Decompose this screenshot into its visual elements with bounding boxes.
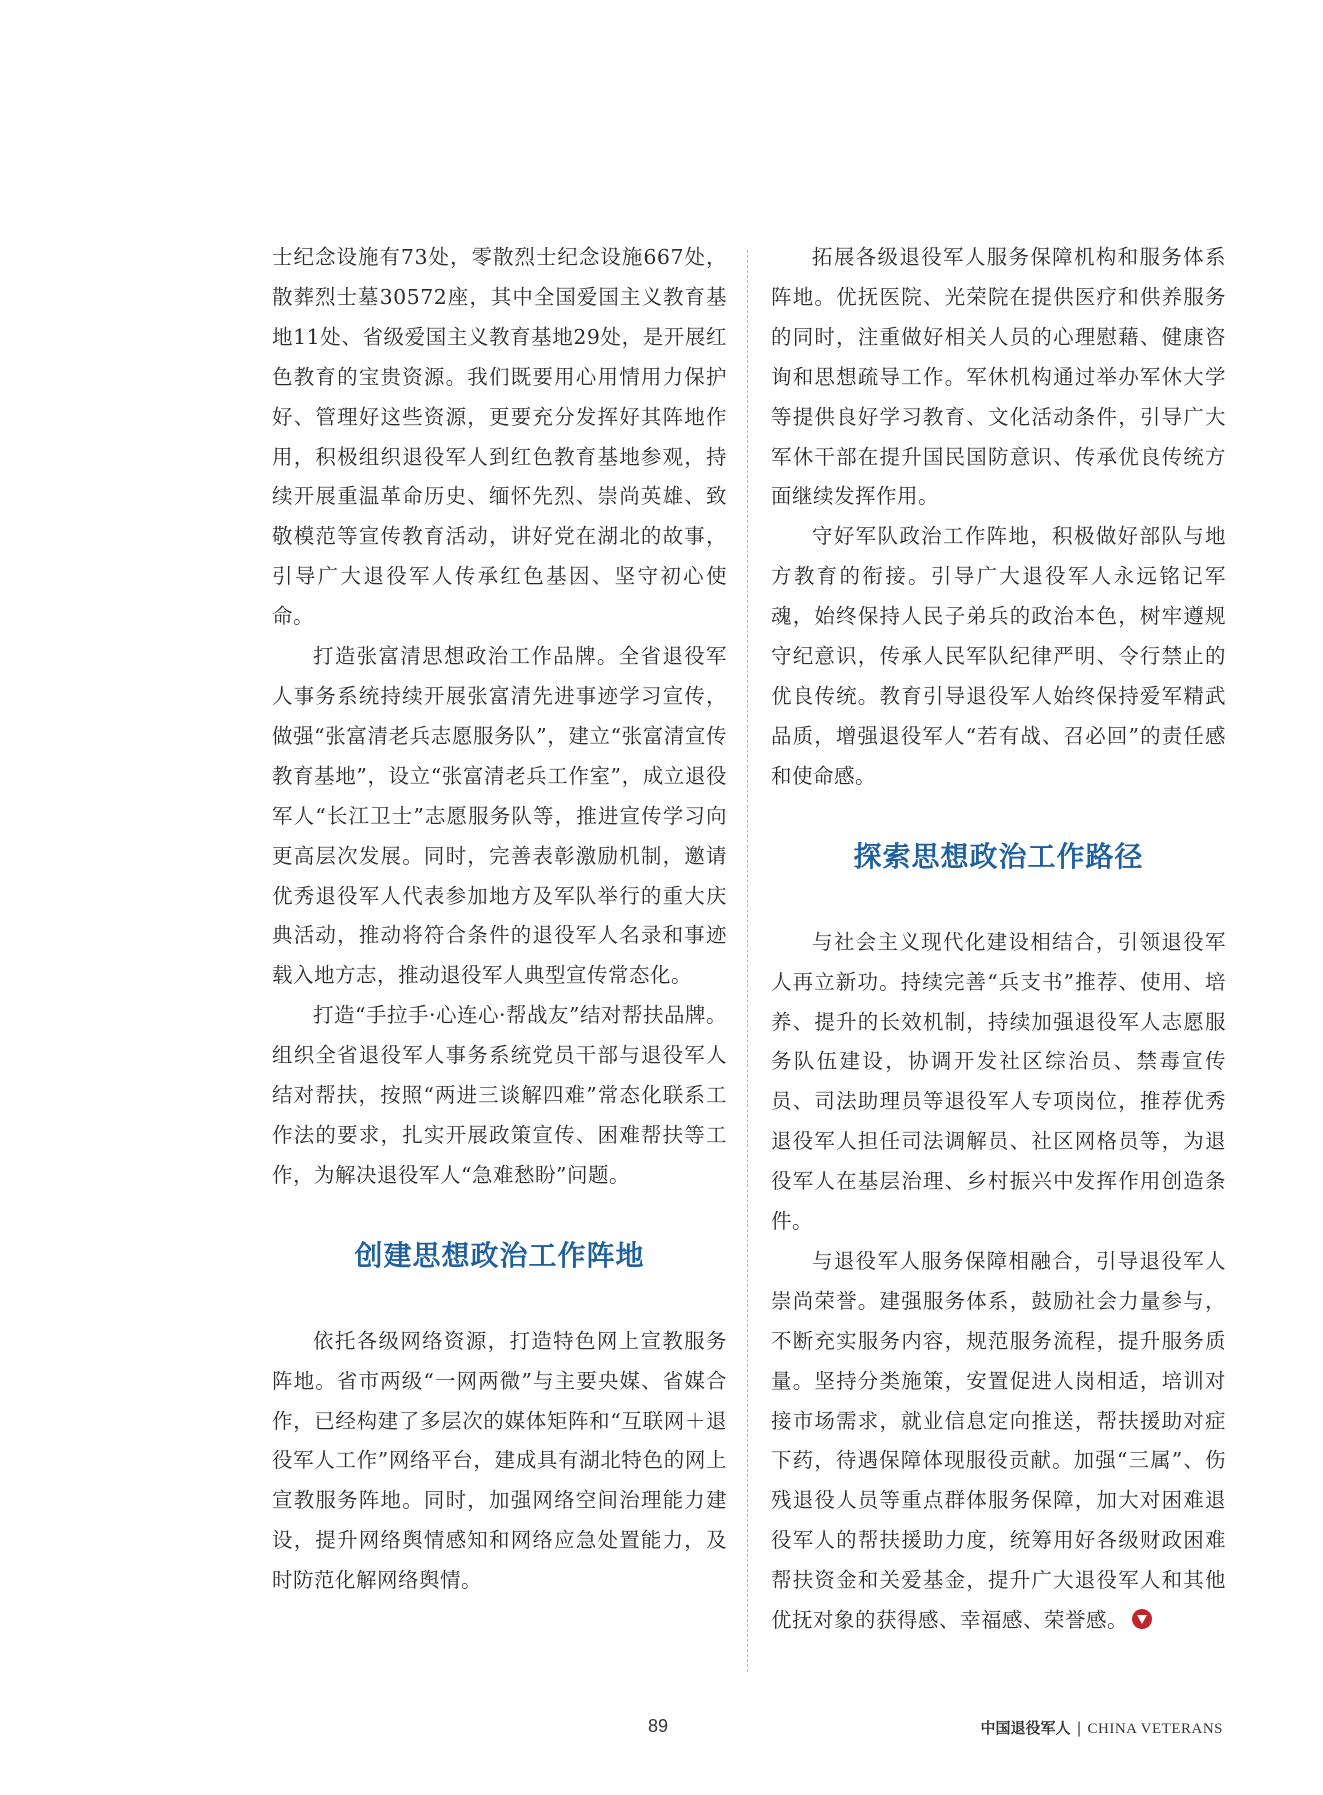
section-heading-create-positions: 创建思想政治工作阵地 — [354, 1238, 645, 1272]
brand-chinese: 中国退役军人 — [980, 1719, 1071, 1737]
paragraph-hand-in-hand-brand: 打造“手拉手·心连心·帮战友”结对帮扶品牌。组织全省退役军人事务系统党员干部与退役军人结对帮扶，按照“两进三谈解四难”常态化联系工作法的要求，扎实开展政策宣传、困难帮扶等工作，为解决退役军人“急难愁盼”问题。 — [272, 1003, 727, 1187]
paragraph-text: 与退役军人服务保障相融合，引导退役军人崇尚荣誉。建强服务体系，鼓励社会力量参与，不断充实服务内容，规范服务流程，提升服务质量。坚持分类施策，安置促进人岗相适，培训对接市场需求，就业信息定向推送，帮扶援助对症下药，待遇保障体现服役贡献。加强“三属”、伤残退役人员等重点群体服务保障，加大对困难退役军人的帮扶援助力度，统筹用好各级财政困难帮扶资金和关爱基金，提升广大退役军人和其他优抚对象的获得感、幸福感、荣誉感。 — [771, 1248, 1226, 1633]
magazine-end-mark-icon — [1132, 1609, 1152, 1629]
right-column — [771, 238, 1226, 1641]
paragraph-military-political-work: 守好军队政治工作阵地，积极做好部队与地方教育的衔接。引导广大退役军人永远铭记军魂，始终保持人民子弟兵的政治本色，树牢遵规守纪意识，传承人民军队纪律严明、令行禁止的优良传统。教育引导退役军人始终保持爱军精武品质，增强退役军人“若有战、召必回”的责任感和使命感。 — [771, 524, 1226, 788]
column-divider — [747, 250, 748, 1672]
paragraph-service-integration — [771, 1242, 1226, 1641]
left-column — [272, 238, 727, 1601]
page-number: 89 — [648, 1716, 669, 1736]
brand-separator: | — [1076, 1719, 1082, 1737]
paragraph-continued: 士纪念设施有73处，零散烈士纪念设施667处，散葬烈士墓30572座，其中全国爱国主义教育基地11处、省级爱国主义教育基地29处，是开展红色教育的宝贵资源。我们既要用心用情用力保护好、管理好这些资源，更要充分发挥好其阵地作用，积极组织退役军人到红色教育基地参观，持续开展重温革命历史、缅怀先烈、崇尚英雄、致敬模范等宣传教育活动，讲好党在湖北的故事，引导广大退役军人传承红色基因、坚守初心使命。 — [272, 245, 727, 629]
footer-brand — [980, 1717, 1223, 1738]
paragraph-modernization: 与社会主义现代化建设相结合，引领退役军人再立新功。持续完善“兵支书”推荐、使用、培养、提升的长效机制，持续加强退役军人志愿服务队伍建设，协调开发社区综治员、禁毒宣传员、司法助理员等退役军人专项岗位，推荐优秀退役军人担任司法调解员、社区网格员等，为退役军人在基层治理、乡村振兴中发挥作用创造条件。 — [771, 929, 1226, 1234]
section-heading-explore-paths: 探索思想政治工作路径 — [853, 839, 1144, 873]
paragraph-zhang-fuqing-brand: 打造张富清思想政治工作品牌。全省退役军人事务系统持续开展张富清先进事迹学习宣传，做强“张富清老兵志愿服务队”，建立“张富清宣传教育基地”，设立“张富清老兵工作室”，成立退役军人“长江卫士”志愿服务队等，推进宣传学习向更高层次发展。同时，完善表彰激励机制，邀请优秀退役军人代表参加地方及军队举行的重大庆典活动，推动将符合条件的退役军人名录和事迹载入地方志，推动退役军人典型宣传常态化。 — [272, 644, 727, 988]
brand-english: CHINA VETERANS — [1087, 1721, 1223, 1737]
paragraph-service-institutions: 拓展各级退役军人服务保障机构和服务体系阵地。优抚医院、光荣院在提供医疗和供养服务的同时，注重做好相关人员的心理慰藉、健康咨询和思想疏导工作。军休机构通过举办军休大学等提供良好学习教育、文化活动条件，引导广大军休干部在提升国民国防意识、传承优良传统方面继续发挥作用。 — [771, 245, 1226, 509]
paragraph-online-positions: 依托各级网络资源，打造特色网上宣教服务阵地。省市两级“一网两微”与主要央媒、省媒合作，已经构建了多层次的媒体矩阵和“互联网＋退役军人工作”网络平台，建成具有湖北特色的网上宣教服务阵地。同时，加强网络空间治理能力建设，提升网络舆情感知和网络应急处置能力，及时防范化解网络舆情。 — [272, 1328, 727, 1593]
